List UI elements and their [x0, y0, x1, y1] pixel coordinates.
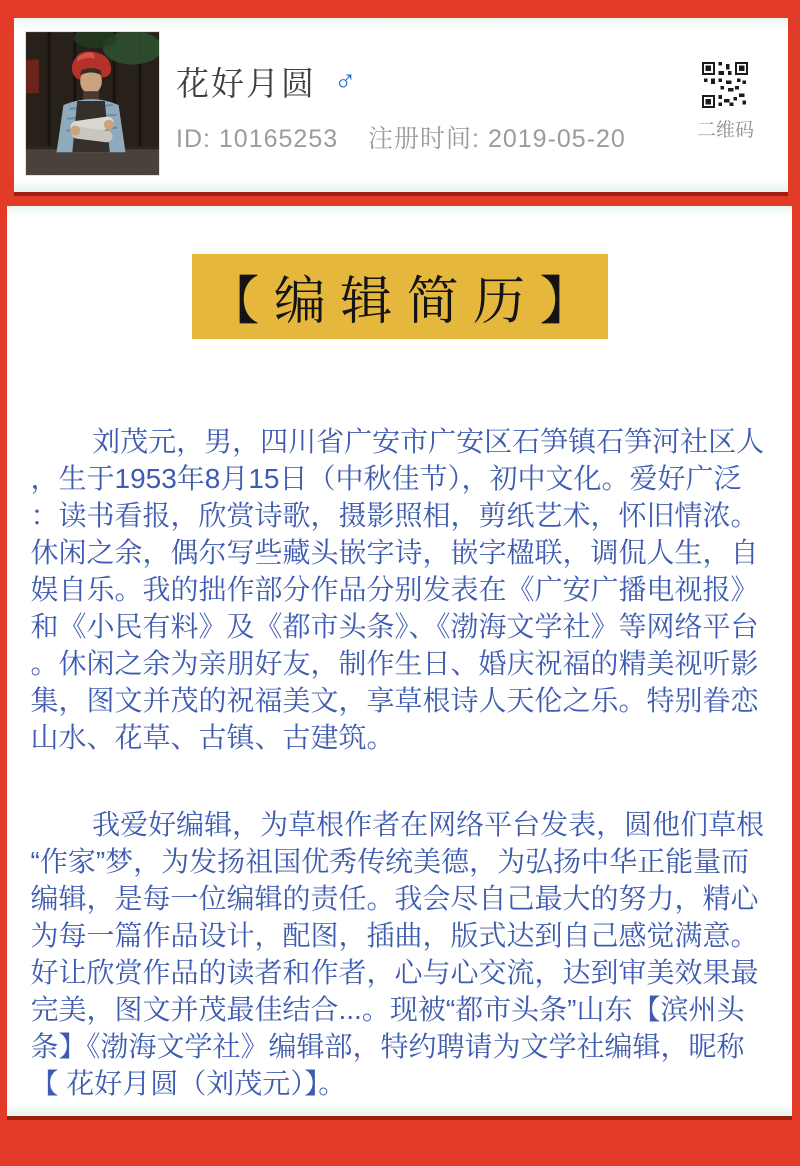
registration-label: 注册时间:	[368, 124, 480, 153]
resume-card	[7, 206, 792, 1120]
qr-code-label: 二维码	[696, 120, 754, 141]
qr-code-icon	[702, 62, 748, 108]
profile-card	[14, 18, 788, 196]
profile-info	[176, 56, 697, 155]
resume-body	[31, 423, 769, 1102]
qr-code-block[interactable]	[697, 62, 754, 142]
profile-meta	[176, 119, 697, 155]
avatar[interactable]	[25, 31, 160, 176]
profile-name: 花好月圆	[176, 64, 316, 102]
id-value: 10165253	[218, 124, 339, 153]
registration-date: 2019-05-20	[487, 124, 626, 153]
id-label: ID:	[176, 124, 211, 153]
page-background	[0, 18, 800, 1120]
resume-paragraph-2: 我爱好编辑，为草根作者在网络平台发表，圆他们草根“作家”梦，为发扬祖国优秀传统美德，为弘扬中华正能量而编辑，是每一位编辑的责任。我会尽自己最大的努力，精心为每一篇作品设计，配图，插曲，版式达到自己感觉满意。好让欣赏作品的读者和作者，心与心交流，达到审美效果最完美，图文并茂最佳结合...。现被“都市头条”山东【滨州头条】《渤海文学社》编辑部，特约聘请为文学社编辑，昵称【 花好月圆（刘茂元）】。	[30, 809, 765, 1099]
avatar-photo-illustration	[26, 32, 159, 175]
resume-banner-title: 【 编 辑 简 历 】	[192, 254, 608, 339]
resume-paragraph-1: 刘茂元，男，四川省广安市广安区石笋镇石笋河社区人，生于1953年8月15日（中秋佳节），初中文化。爱好广泛：读书看报，欣赏诗歌，摄影照相，剪纸艺术，怀旧情浓。休闲之余，偶尔写些藏头嵌字诗，嵌字楹联，调侃人生，自娱自乐。我的拙作部分作品分别发表在《广安广播电视报》和《小民有料》及《都市头条》、《渤海文学社》等网络平台。休闲之余为亲朋好友，制作生日、婚庆祝福的精美视听影集，图文并茂的祝福美文，享草根诗人天伦之乐。特别眷恋山水、花草、古镇、古建筑。	[30, 426, 765, 753]
male-gender-icon: ♂	[334, 64, 359, 97]
